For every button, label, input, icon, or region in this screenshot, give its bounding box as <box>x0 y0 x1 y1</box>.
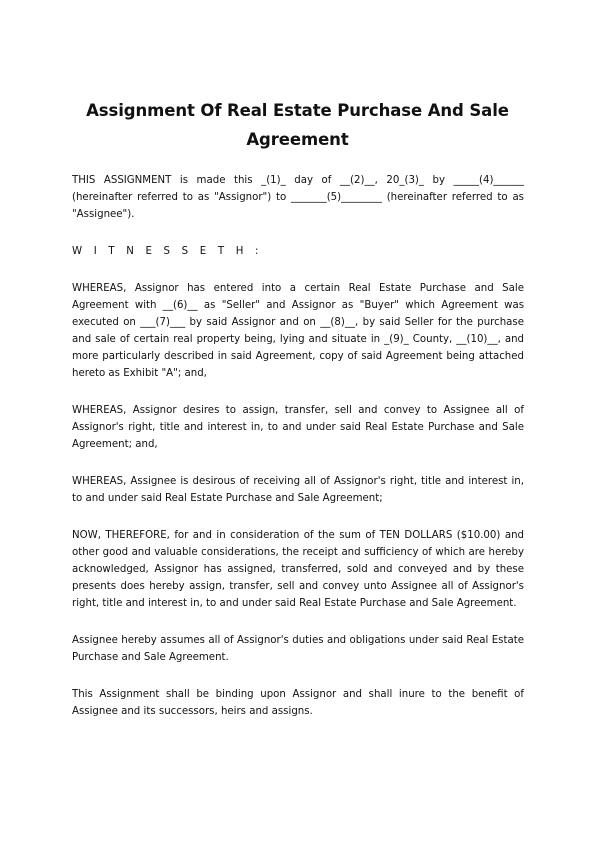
document-title: Assignment Of Real Estate Purchase And Sale Agreement <box>86 101 509 149</box>
paragraph-preamble: THIS ASSIGNMENT is made this _(1)_ day of __(2)__, 20_(3)_ by _____(4)______ (hereinafter referred to as "Assignor") to _______(5)________ (hereinafter referred to as "Assignee"). <box>72 175 524 220</box>
document-body <box>72 172 524 740</box>
paragraph-now-therefore: NOW, THEREFORE, for and in consideration of the sum of TEN DOLLARS ($10.00) and other good and valuable considerations, the receipt and sufficiency of which are hereby acknowledged, Assignor has assigned, transferred, sold and conveyed and by these presents does hereby assign, transfer, sell and convey unto Assignee all of Assignor's right, title and interest in, to and under said Real Estate Purchase and Sale Agreement. <box>72 530 524 609</box>
paragraph-whereas-agreement: WHEREAS, Assignor has entered into a certain Real Estate Purchase and Sale Agreement with __(6)__ as "Seller" and Assignor as "Buyer" which Agreement was executed on ___(7)___ by said Assignor and on __(8)__, by said Seller for the purchase and sale of certain real property being, lying and situate in _(9)_ County, __(10)__, and more particularly described in said Agreement, copy of said Agreement being attached hereto as Exhibit "A"; and, <box>72 283 524 379</box>
paragraph-whereas-assign: WHEREAS, Assignor desires to assign, transfer, sell and convey to Assignee all of Assignor's right, title and interest in, to and under said Real Estate Purchase and Sale Agreement; and, <box>72 405 524 450</box>
witnesseth-heading: W I T N E S S E T H : <box>72 246 263 257</box>
paragraph-binding: This Assignment shall be binding upon Assignor and shall inure to the benefit of Assignee and its successors, heirs and assigns. <box>72 689 524 717</box>
paragraph-whereas-receive: WHEREAS, Assignee is desirous of receiving all of Assignor's right, title and interest in, to and under said Real Estate Purchase and Sale Agreement; <box>72 476 524 504</box>
paragraph-assumption: Assignee hereby assumes all of Assignor's duties and obligations under said Real Estate Purchase and Sale Agreement. <box>72 635 524 663</box>
